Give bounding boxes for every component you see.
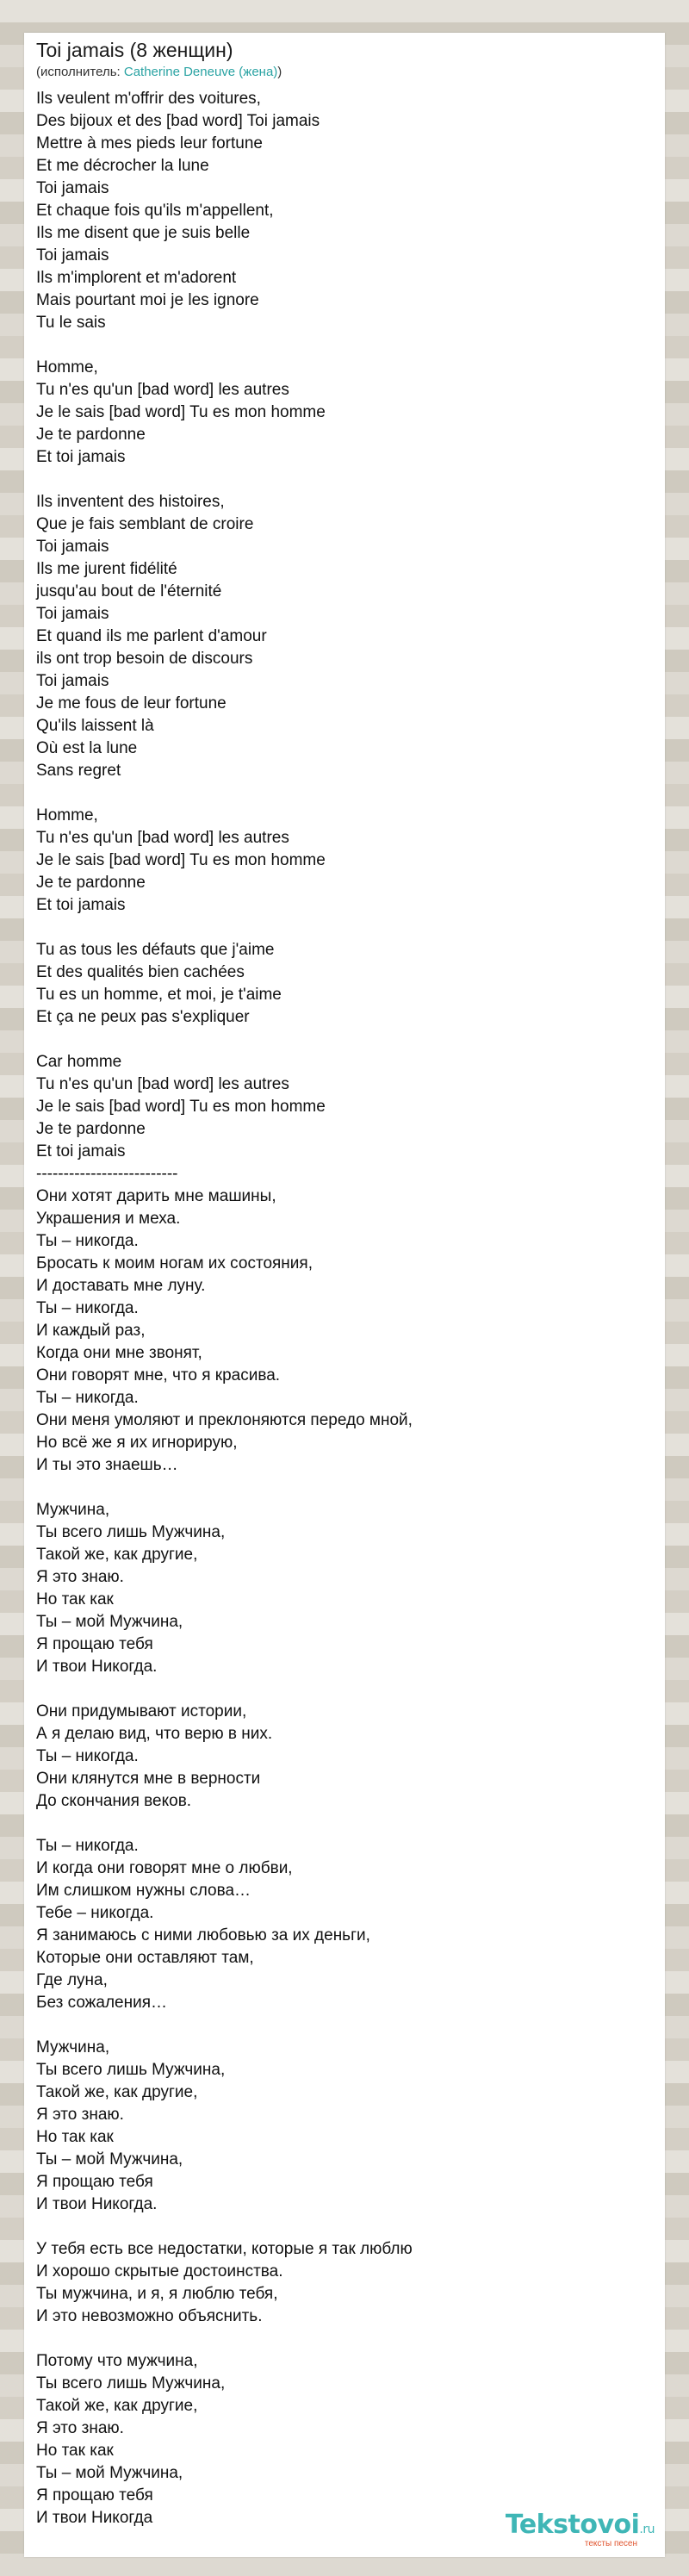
- lyric-line: Когда они мне звонят,: [36, 1344, 202, 1362]
- artist-suffix: ): [277, 65, 282, 79]
- lyric-line: Ты всего лишь Мужчина,: [36, 2374, 226, 2392]
- lyric-line: Je le sais [bad word] Tu es mon homme: [36, 851, 326, 869]
- lyric-line: И когда они говорят мне о любви,: [36, 1859, 293, 1877]
- lyric-line: Qu'ils laissent là: [36, 717, 154, 735]
- lyric-line: Et chaque fois qu'ils m'appellent,: [36, 202, 274, 220]
- lyric-line: Je le sais [bad word] Tu es mon homme: [36, 1098, 326, 1116]
- song-title: Toi jamais (8 женщин): [36, 39, 233, 61]
- lyric-line: Украшения и меха.: [36, 1210, 181, 1228]
- lyric-line: Мужчина,: [36, 2038, 110, 2056]
- lyric-line: Et quand ils me parlent d'amour: [36, 627, 267, 645]
- lyric-line: Ты – никогда.: [36, 1389, 139, 1407]
- lyric-line: Ils m'implorent et m'adorent: [36, 269, 237, 287]
- lyric-line: И это невозможно объяснить.: [36, 2307, 263, 2325]
- lyric-line: Они говорят мне, что я красива.: [36, 1366, 281, 1384]
- lyric-line: Но так как: [36, 1590, 114, 1608]
- lyric-line: Им слишком нужны слова…: [36, 1882, 251, 1900]
- lyric-line: Я это знаю.: [36, 2419, 124, 2437]
- lyric-line: Я это знаю.: [36, 2106, 124, 2124]
- site-logo[interactable]: [506, 2512, 655, 2548]
- lyric-line: Ты всего лишь Мужчина,: [36, 1523, 226, 1541]
- lyric-line: Sans regret: [36, 762, 121, 780]
- lyric-line: Тебе – никогда.: [36, 1904, 154, 1922]
- lyric-line: Et des qualités bien cachées: [36, 963, 245, 981]
- lyric-line: Et ça ne peux pas s'expliquer: [36, 1008, 250, 1026]
- lyric-line: Ты – мой Мужчина,: [36, 2150, 183, 2168]
- lyric-line: Je te pardonne: [36, 874, 146, 892]
- lyric-line: Я прощаю тебя: [36, 2486, 153, 2504]
- lyric-line: Je me fous de leur fortune: [36, 694, 227, 712]
- lyric-line: Но всё же я их игнорирую,: [36, 1434, 238, 1452]
- lyric-line: И ты это знаешь…: [36, 1456, 178, 1474]
- lyric-line: Et toi jamais: [36, 896, 126, 914]
- lyric-line: У тебя есть все недостатки, которые я так люблю: [36, 2240, 413, 2258]
- lyric-line: Et toi jamais: [36, 1142, 126, 1160]
- lyric-line: Tu es un homme, et moi, je t'aime: [36, 986, 282, 1004]
- lyric-blank-line: [36, 1029, 653, 1051]
- logo-tld: .ru: [639, 2523, 655, 2536]
- lyric-line: Tu n'es qu'un [bad word] les autres: [36, 381, 289, 399]
- lyric-line: Я это знаю.: [36, 1568, 124, 1586]
- lyric-line: Ты – никогда.: [36, 1299, 139, 1317]
- logo-wordmark: [506, 2512, 655, 2538]
- lyric-line: Je le sais [bad word] Tu es mon homme: [36, 403, 326, 421]
- lyric-line: Homme,: [36, 358, 98, 376]
- lyric-line: Ты – мой Мужчина,: [36, 2464, 183, 2482]
- lyric-line: ils ont trop besoin de discours: [36, 650, 253, 668]
- lyric-line: И твои Никогда.: [36, 1658, 158, 1676]
- lyric-line: И каждый раз,: [36, 1322, 146, 1340]
- lyric-line: Tu n'es qu'un [bad word] les autres: [36, 829, 289, 847]
- lyric-line: Ты – никогда.: [36, 1837, 139, 1855]
- lyric-line: Toi jamais: [36, 179, 109, 197]
- lyric-line: Ils me jurent fidélité: [36, 560, 177, 578]
- lyric-line: Car homme: [36, 1053, 122, 1071]
- lyric-line: Но так как: [36, 2128, 114, 2146]
- lyric-line: Они клянутся мне в верности: [36, 1770, 261, 1788]
- lyric-line: Ты всего лишь Мужчина,: [36, 2061, 226, 2079]
- lyric-line: Ты – никогда.: [36, 1747, 139, 1765]
- lyric-line: Je te pardonne: [36, 1120, 146, 1138]
- lyric-line: Mettre à mes pieds leur fortune: [36, 134, 263, 152]
- lyric-line: Toi jamais: [36, 246, 109, 264]
- artist-line: [36, 64, 282, 81]
- lyric-blank-line: [36, 2216, 653, 2238]
- lyric-line: И твои Никогда: [36, 2509, 153, 2527]
- lyric-line: И доставать мне луну.: [36, 1277, 206, 1295]
- lyric-line: Они хотят дарить мне машины,: [36, 1187, 276, 1205]
- lyric-line: jusqu'au bout de l'éternité: [36, 582, 222, 600]
- lyric-line: Et me décrocher la lune: [36, 157, 209, 175]
- lyric-blank-line: [36, 782, 653, 805]
- lyric-line: Ты – никогда.: [36, 1232, 139, 1250]
- lyric-line: Ils inventent des histoires,: [36, 493, 225, 511]
- lyric-line: Такой же, как другие,: [36, 1546, 198, 1564]
- lyric-line: До скончания веков.: [36, 1792, 192, 1810]
- lyric-line: Où est la lune: [36, 739, 138, 757]
- lyric-line: Ils veulent m'offrir des voitures,: [36, 90, 261, 108]
- lyric-line: Homme,: [36, 806, 98, 824]
- artist-prefix: (исполнитель:: [36, 65, 124, 79]
- lyric-line: --------------------------: [36, 1165, 178, 1183]
- lyric-line: Такой же, как другие,: [36, 2397, 198, 2415]
- lyric-line: Tu n'es qu'un [bad word] les autres: [36, 1075, 289, 1093]
- lyric-blank-line: [36, 1477, 653, 1499]
- lyric-line: Mais pourtant moi je les ignore: [36, 291, 259, 309]
- lyric-blank-line: [36, 1678, 653, 1701]
- lyric-line: Toi jamais: [36, 538, 109, 556]
- lyric-line: Которые они оставляют там,: [36, 1949, 254, 1967]
- lyric-blank-line: [36, 334, 653, 357]
- lyric-line: Такой же, как другие,: [36, 2083, 198, 2101]
- lyric-line: Toi jamais: [36, 605, 109, 623]
- lyric-line: Они меня умоляют и преклоняются передо мной,: [36, 1411, 413, 1429]
- lyric-line: И твои Никогда.: [36, 2195, 158, 2213]
- lyric-line: Я прощаю тебя: [36, 2173, 153, 2191]
- artist-link[interactable]: Catherine Deneuve (жена): [123, 65, 278, 79]
- lyric-line: Они придумывают истории,: [36, 1702, 247, 1720]
- logo-tagline: тексты песен: [584, 2539, 637, 2548]
- lyric-line: Где луна,: [36, 1971, 108, 1989]
- lyric-line: Que je fais semblant de croire: [36, 515, 254, 533]
- lyric-line: Toi jamais: [36, 672, 109, 690]
- lyric-line: Я занимаюсь с ними любовью за их деньги,: [36, 1926, 370, 1944]
- lyric-line: Des bijoux et des [bad word] Toi jamais: [36, 112, 320, 130]
- lyric-line: Ils me disent que je suis belle: [36, 224, 251, 242]
- lyric-line: Я прощаю тебя: [36, 1635, 153, 1653]
- lyric-blank-line: [36, 469, 653, 491]
- lyric-line: Ты – мой Мужчина,: [36, 1613, 183, 1631]
- lyric-line: Бросать к моим ногам их состояния,: [36, 1254, 313, 1272]
- lyric-blank-line: [36, 2328, 653, 2350]
- lyric-line: Et toi jamais: [36, 448, 126, 466]
- lyric-line: И хорошо скрытые достоинства.: [36, 2262, 283, 2280]
- logo-main-text: Tekstovoi: [505, 2510, 640, 2540]
- lyrics-card: [24, 33, 665, 2557]
- lyric-line: Je te pardonne: [36, 426, 146, 444]
- lyric-line: Без сожаления…: [36, 1994, 167, 2012]
- lyric-blank-line: [36, 1813, 653, 1835]
- lyric-line: Tu as tous les défauts que j'aime: [36, 941, 275, 959]
- lyric-blank-line: [36, 2014, 653, 2037]
- lyric-line: Мужчина,: [36, 1501, 110, 1519]
- lyric-line: А я делаю вид, что верю в них.: [36, 1725, 273, 1743]
- lyric-line: Потому что мужчина,: [36, 2352, 198, 2370]
- lyric-blank-line: [36, 917, 653, 939]
- lyric-line: Tu le sais: [36, 314, 106, 332]
- lyric-line: Ты мужчина, и я, я люблю тебя,: [36, 2285, 278, 2303]
- lyrics-text: [36, 88, 653, 2529]
- lyric-line: Но так как: [36, 2442, 114, 2460]
